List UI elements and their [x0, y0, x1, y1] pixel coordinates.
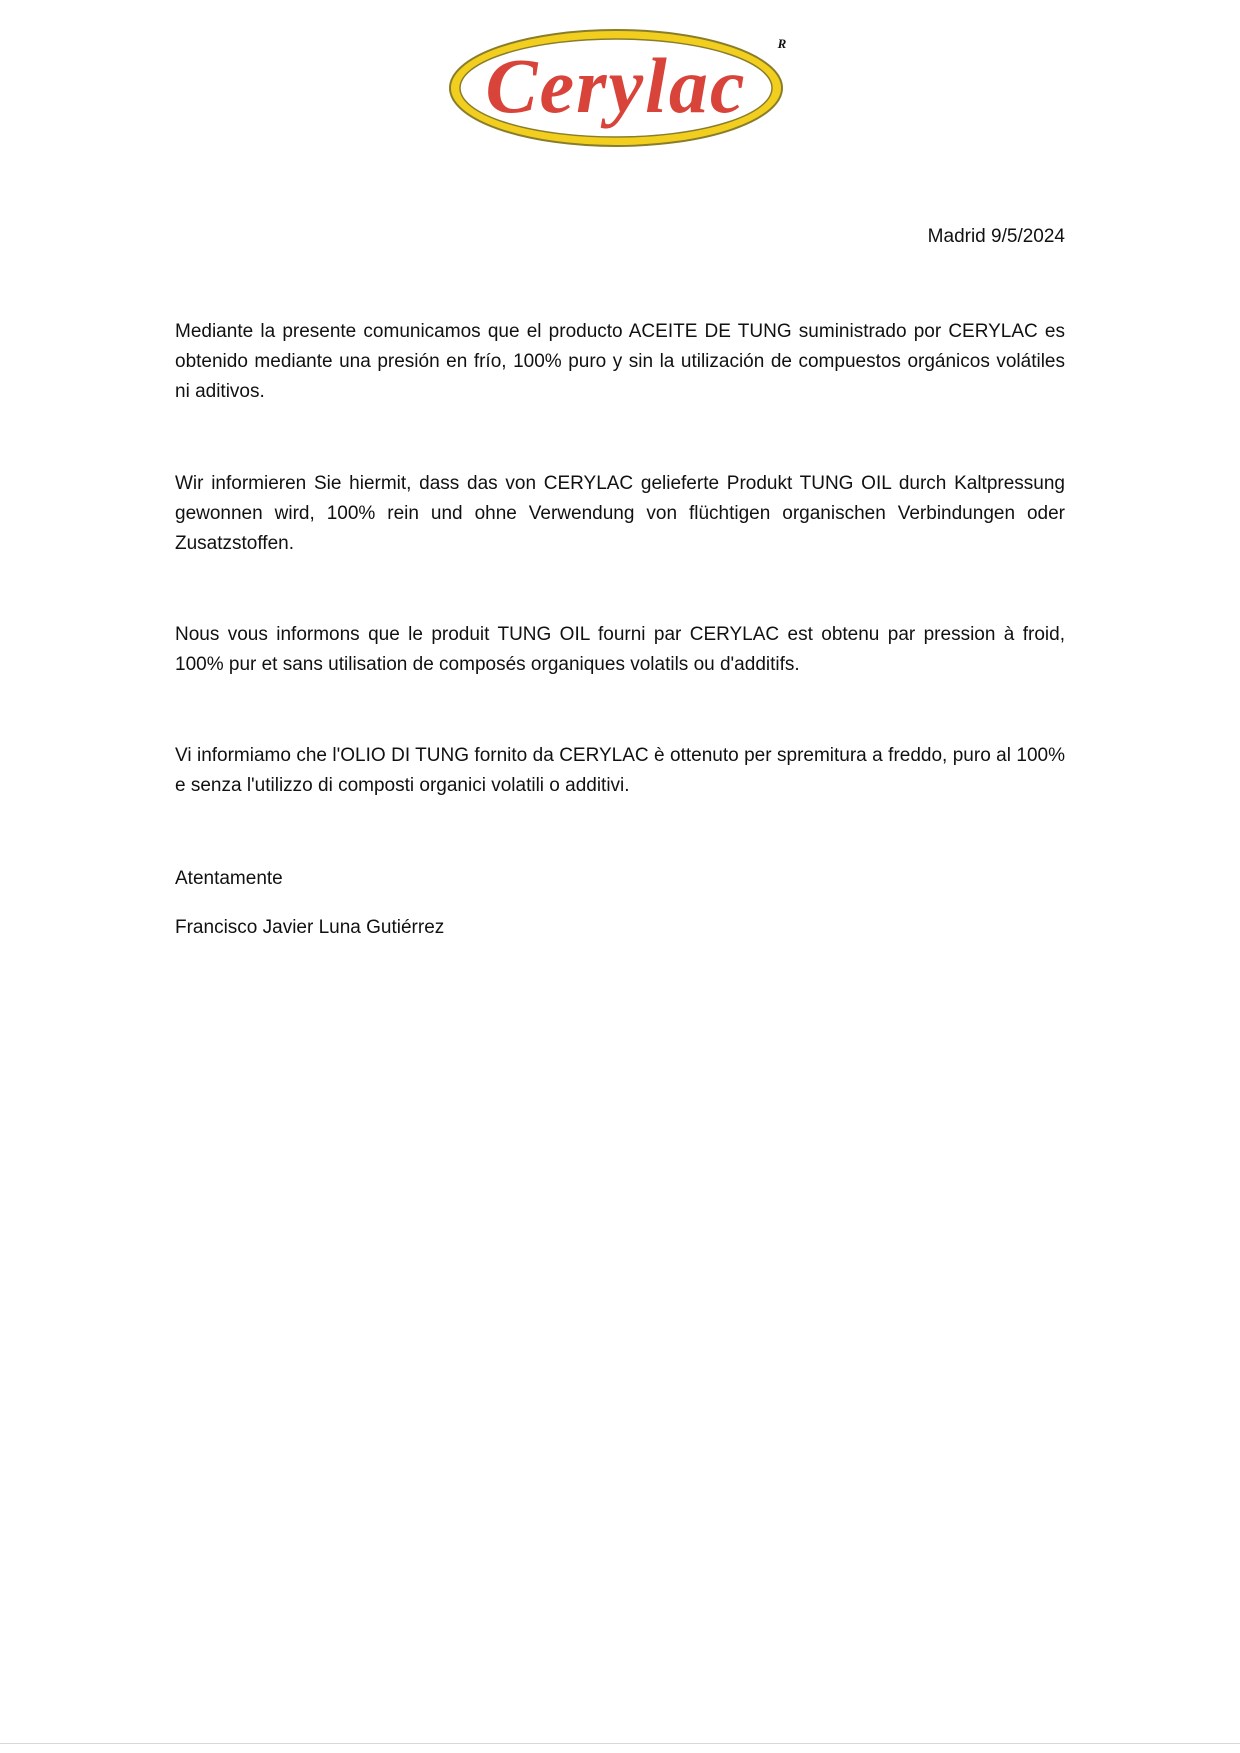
logo-wordmark: Cerylac — [485, 42, 747, 129]
paragraph-german: Wir informieren Sie hiermit, dass das von CERYLAC gelieferte Produkt TUNG OIL durch Kaltpressung gewonnen wird, 100% rein und ohne Verwendung von flüchtigen organischen Verbindungen oder Zusatzstoffen. — [175, 473, 1065, 554]
cerylac-logo — [446, 24, 796, 154]
paragraph-french: Nous vous informons que le produit TUNG OIL fourni par CERYLAC est obtenu par pression à froid, 100% pur et sans utilisation de composés organiques volatils ou d'additifs. — [175, 624, 1065, 675]
paragraph-spanish: Mediante la presente comunicamos que el producto ACEITE DE TUNG suministrado por CERYLAC es obtenido mediante una presión en frío, 100% puro y sin la utilización de compuestos orgánicos volátiles ni aditivos. — [175, 321, 1065, 402]
signatory-name: Francisco Javier Luna Gutiérrez — [175, 917, 445, 938]
letter-date: Madrid 9/5/2024 — [927, 226, 1065, 247]
page-bottom-edge — [0, 1743, 1240, 1744]
closing-salutation: Atentamente — [175, 868, 283, 889]
registered-mark: R — [777, 36, 787, 51]
paragraph-italian: Vi informiamo che l'OLIO DI TUNG fornito da CERYLAC è ottenuto per spremitura a freddo, puro al 100% e senza l'utilizzo di composti organici volatili o additivi. — [175, 745, 1065, 796]
